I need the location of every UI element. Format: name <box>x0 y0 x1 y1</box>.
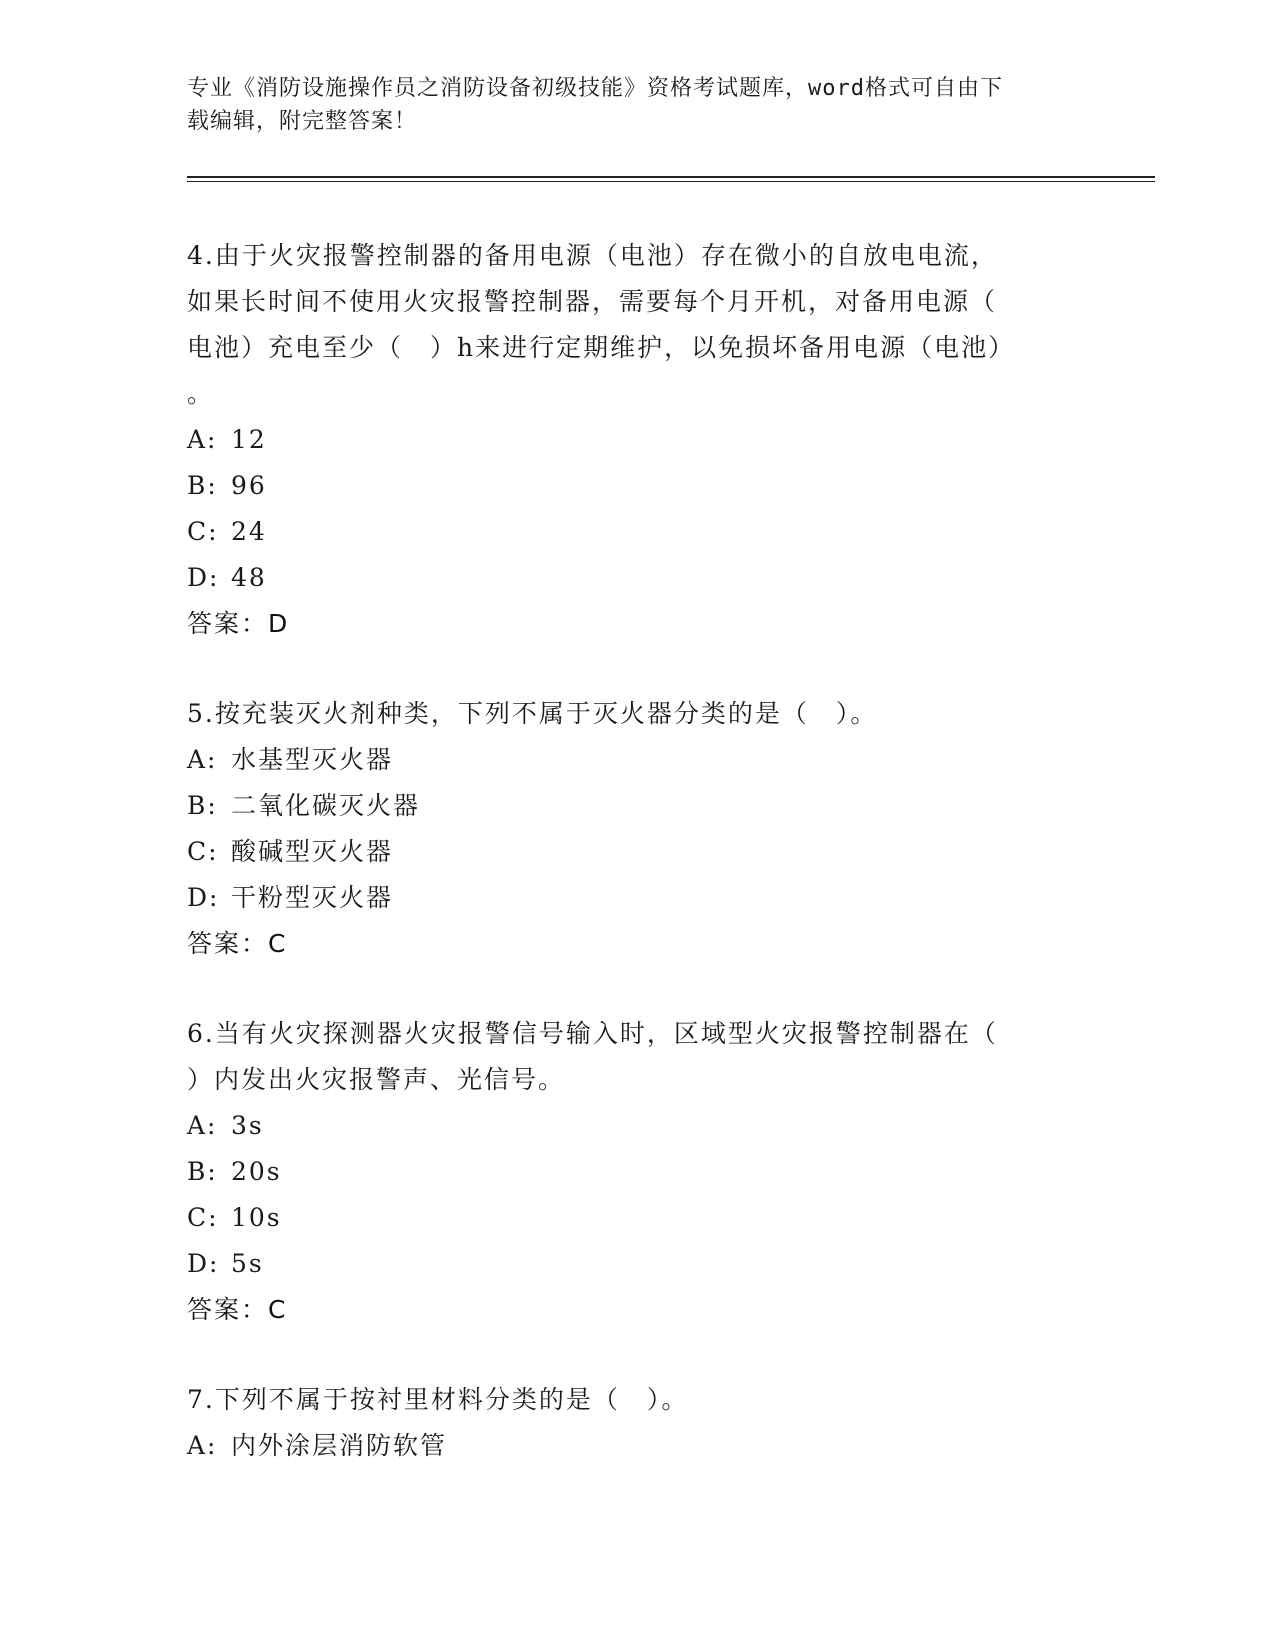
question-6 <box>187 1011 1087 1333</box>
question-5 <box>187 691 1087 967</box>
option-text: 干粉型灭火器 <box>231 883 394 912</box>
option-text: 5s <box>231 1249 264 1278</box>
answer: 答案：D <box>187 609 290 638</box>
option-letter: C: <box>187 517 219 546</box>
header-rule-thick <box>187 176 1155 178</box>
option-a <box>187 417 1087 463</box>
option-text: 24 <box>231 517 267 546</box>
option-letter: C: <box>187 1203 219 1232</box>
question-7 <box>187 1377 1087 1469</box>
option-letter: A: <box>187 745 218 774</box>
answer: 答案：C <box>187 929 288 958</box>
option-text: 20s <box>231 1157 282 1186</box>
stem-line: 5.按充装灭火剂种类，下列不属于灭火器分类的是（ ）。 <box>187 699 878 728</box>
header-rule-thin <box>187 181 1155 182</box>
option-text: 3s <box>231 1111 264 1140</box>
option-text: 二氧化碳灭火器 <box>231 791 421 820</box>
option-letter: C: <box>187 837 219 866</box>
option-a <box>187 737 1087 783</box>
option-c <box>187 1195 1087 1241</box>
option-letter: A: <box>187 1111 218 1140</box>
answer: 答案：C <box>187 1295 288 1324</box>
stem-line: 。 <box>187 379 215 408</box>
option-text: 水基型灭火器 <box>231 745 394 774</box>
option-d <box>187 555 1087 601</box>
header-line-2: 载编辑，附完整答案！ <box>187 109 418 134</box>
stem-line: 如果长时间不使用火灾报警控制器，需要每个月开机，对备用电源（ <box>187 287 998 316</box>
option-letter: A: <box>187 425 218 454</box>
option-letter: D: <box>187 883 220 912</box>
stem-line: 电池）充电至少（ ）h来进行定期维护，以免损坏备用电源（电池） <box>187 333 1016 362</box>
option-b <box>187 1149 1087 1195</box>
option-c <box>187 509 1087 555</box>
option-d <box>187 875 1087 921</box>
stem-line: 4.由于火灾报警控制器的备用电源（电池）存在微小的自放电电流， <box>187 241 998 270</box>
option-c <box>187 829 1087 875</box>
option-text: 内外涂层消防软管 <box>231 1431 448 1460</box>
option-text: 12 <box>231 425 267 454</box>
stem-line: 7.下列不属于按衬里材料分类的是（ ）。 <box>187 1385 689 1414</box>
option-a <box>187 1103 1087 1149</box>
option-a <box>187 1423 1087 1469</box>
option-letter: B: <box>187 471 218 500</box>
question-stem <box>187 691 1087 737</box>
question-list <box>187 233 1087 1513</box>
header-line-1: 专业《消防设施操作员之消防设备初级技能》资格考试题库，word格式可自由下 <box>187 76 1003 101</box>
document-header <box>187 72 1077 138</box>
question-stem <box>187 1377 1087 1423</box>
question-stem <box>187 233 1087 417</box>
option-text: 96 <box>231 471 267 500</box>
question-stem <box>187 1011 1087 1103</box>
option-d <box>187 1241 1087 1287</box>
option-letter: D: <box>187 563 220 592</box>
option-b <box>187 783 1087 829</box>
option-text: 10s <box>231 1203 282 1232</box>
option-text: 酸碱型灭火器 <box>231 837 394 866</box>
option-letter: D: <box>187 1249 220 1278</box>
option-b <box>187 463 1087 509</box>
option-letter: B: <box>187 791 218 820</box>
question-4 <box>187 233 1087 647</box>
option-text: 48 <box>231 563 267 592</box>
option-letter: A: <box>187 1431 218 1460</box>
stem-line: 6.当有火灾探测器火灾报警信号输入时，区域型火灾报警控制器在（ <box>187 1019 998 1048</box>
stem-line: ）内发出火灾报警声、光信号。 <box>187 1065 566 1094</box>
option-letter: B: <box>187 1157 218 1186</box>
